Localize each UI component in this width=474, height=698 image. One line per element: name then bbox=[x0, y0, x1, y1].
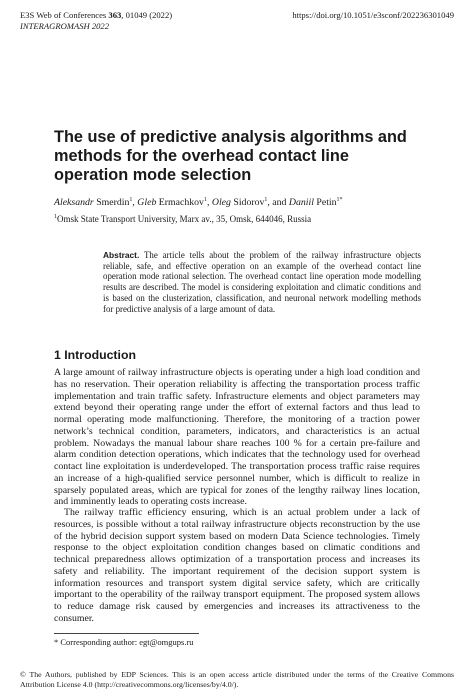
author-affiliation-mark: 1* bbox=[336, 197, 343, 203]
author-first-name: Oleg bbox=[211, 197, 231, 208]
journal-name: E3S Web of Conferences bbox=[20, 10, 109, 20]
article-number: , 01049 (2022) bbox=[121, 10, 173, 20]
license-notice: © The Authors, published by EDP Sciences. This is an open access article distributed under the terms of the Creative Commons Attribution License 4.0 (http://creativecommons.org/licenses/by/4.0/). bbox=[20, 670, 454, 689]
abstract bbox=[103, 250, 421, 314]
author-first-name: Gleb bbox=[137, 197, 157, 208]
author-last-name: Petin bbox=[316, 197, 337, 208]
author-affiliation-mark: 1 bbox=[264, 197, 268, 203]
author-first-name: Aleksandr bbox=[54, 197, 94, 208]
journal-volume: 363 bbox=[108, 10, 122, 20]
author-affiliation-mark: 1 bbox=[129, 197, 133, 203]
affiliation-mark: 1 bbox=[54, 214, 57, 220]
author-separator: , bbox=[206, 197, 212, 208]
body-paragraph: A large amount of railway infrastructure objects is operating under a high load condition and has no reservation. Their operation reliability is affecting the transportation process traffic implementation and train traffic safety. Infrastructure elements and object parameters may extend beyond their operating range under the effort of external factors and thus lead to normal operating mode malfunctioning. Therefore, the monitoring of a traction power network’s technical condition, parameters, indicators, and characteristics is an actual problem. Nowadays the manual labour share reaches 100 % for a certain pre-failure and alarm condition detection operations, which indicates that the technology used for overhead contact line exploitation is underdeveloped. The transportation process traffic raise requires an increase of a high-qualified service personnel number, which is difficult to realize in sparsely populated areas, which are typical for zones of the lengthy railway lines location, and imminently leads to operating costs increase. bbox=[54, 367, 420, 508]
affiliation bbox=[54, 214, 311, 225]
abstract-label: Abstract. bbox=[103, 250, 140, 260]
author-last-name: Sidorov bbox=[233, 197, 265, 208]
author-separator: , and bbox=[267, 197, 289, 208]
author-last-name: Ermachkov bbox=[158, 197, 204, 208]
conference-name: INTERAGROMASH 2022 bbox=[20, 21, 110, 31]
body-paragraph: The railway traffic efficiency ensuring, which is an actual problem under a lack of resources, is possible without a total railway infrastructure objects reconstruction by the use of the hybrid decision support system based on modern Data Science technologies. Timely response to the object exploitation condition changes based on climatic conditions and technical preparedness allows optimization of a transportation process and increases its safety and reliability. The important requirement of the decision support system is information resources and transport system digital service safety, which are critically important to the operability of the railway transport equipment. The proposed system allows to reduce damage risk caused by emergencies and increases its attractiveness to the consumer. bbox=[54, 507, 420, 624]
author-separator: , bbox=[132, 197, 138, 208]
section-heading: 1 Introduction bbox=[54, 348, 136, 362]
journal-citation bbox=[20, 10, 172, 21]
corresponding-author-footnote: * Corresponding author: egt@omgups.ru bbox=[54, 637, 194, 647]
abstract-text: The article tells about the problem of the railway infrastructure objects reliable, safe, and effective operation on an example of the overhead contact line operation mode rational selection. The overhead contact line operation mode modelling results are described. The model is considering exploitation and climatic conditions and is based on the clusterization, classification, and neuronal network modelling methods for predictive analysis of a large amount of data. bbox=[103, 250, 421, 314]
author-affiliation-mark: 1 bbox=[203, 197, 207, 203]
paper-title: The use of predictive analysis algorithms and methods for the overhead contact line operation mode selection bbox=[54, 128, 407, 184]
author-last-name: Smerdin bbox=[96, 197, 130, 208]
author-first-name: Daniil bbox=[288, 197, 314, 208]
author-list bbox=[54, 197, 434, 209]
doi-link[interactable]: https://doi.org/10.1051/e3sconf/202236301049 bbox=[292, 10, 454, 20]
footnote-separator bbox=[54, 633, 199, 634]
affiliation-text: Omsk State Transport University, Marx av., 35, Omsk, 644046, Russia bbox=[57, 214, 312, 224]
